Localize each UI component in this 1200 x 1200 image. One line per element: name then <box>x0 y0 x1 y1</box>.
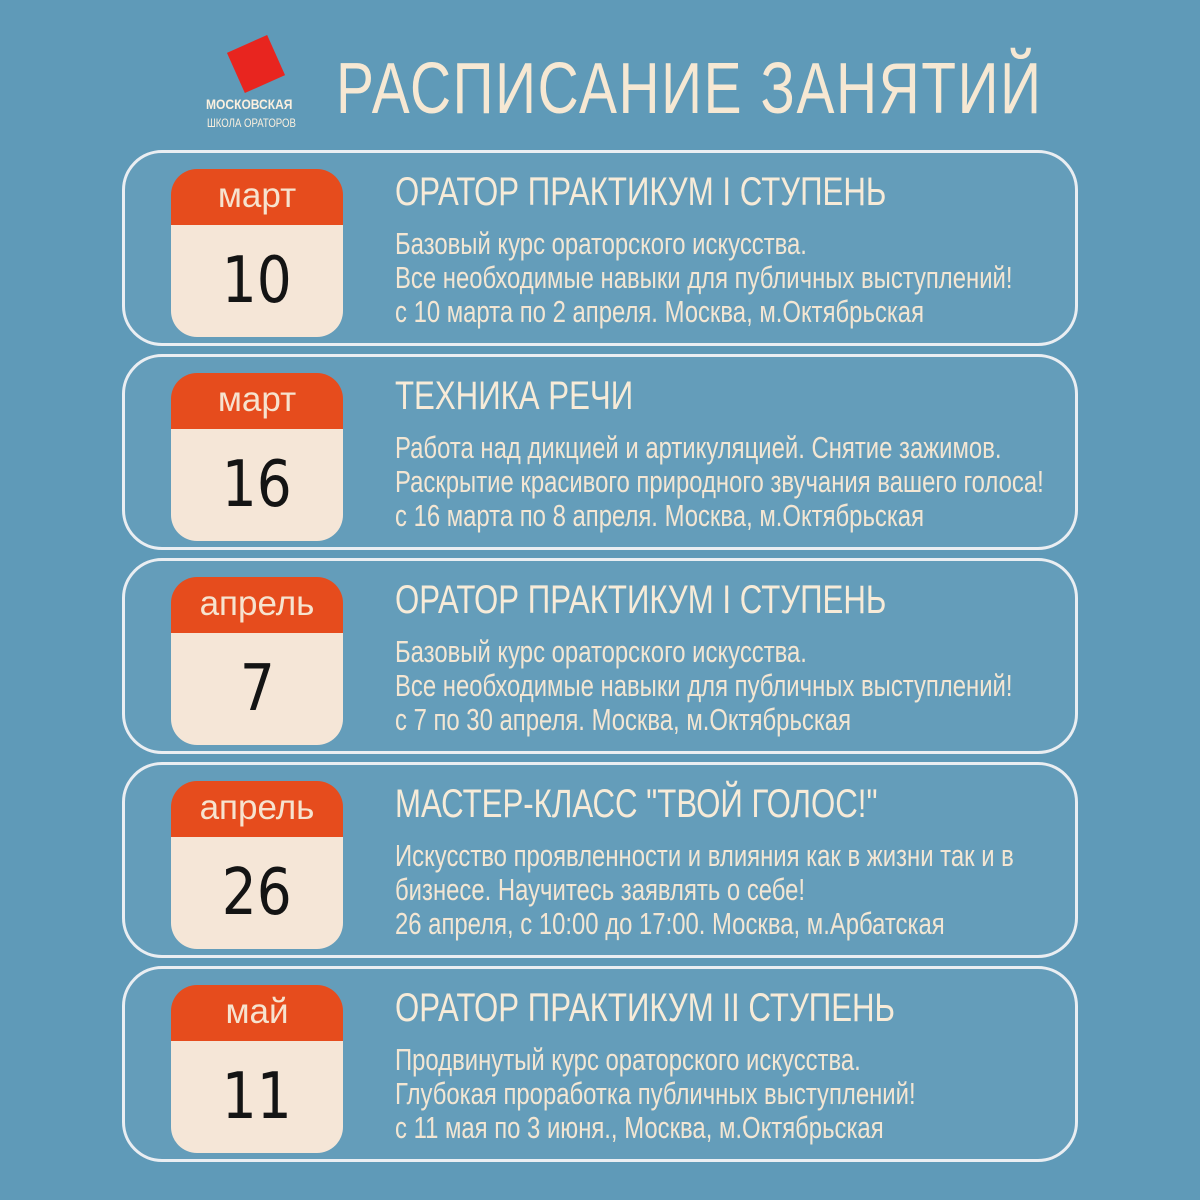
logo-square-icon <box>227 35 285 93</box>
calendar-day: 16 <box>171 429 343 541</box>
event-card <box>122 354 1078 550</box>
event-title: ОРАТОР ПРАКТИКУМ I СТУПЕНЬ <box>395 170 887 214</box>
logo-subtitle: ШКОЛА ОРАТОРОВ <box>207 116 296 130</box>
event-title: МАСТЕР-КЛАСС "ТВОЙ ГОЛОС!" <box>395 782 878 826</box>
calendar-day: 10 <box>171 225 343 337</box>
event-description-line: Базовый курс ораторского искусства. <box>395 226 807 261</box>
event-title: ОРАТОР ПРАКТИКУМ I СТУПЕНЬ <box>395 578 887 622</box>
event-description <box>395 431 1065 533</box>
calendar-icon <box>171 373 343 541</box>
event-title: ОРАТОР ПРАКТИКУМ II СТУПЕНЬ <box>395 986 896 1030</box>
calendar-month: март <box>171 373 343 429</box>
event-description-line: 26 апреля, с 10:00 до 17:00. Москва, м.Арбатская <box>395 906 945 941</box>
event-description <box>395 1043 1065 1145</box>
calendar-day: 7 <box>171 633 343 745</box>
logo-name: МОСКОВСКАЯ <box>206 96 293 112</box>
event-description-line: с 10 марта по 2 апреля. Москва, м.Октябрьская <box>395 294 925 329</box>
event-description-line: Все необходимые навыки для публичных выступлений! <box>395 260 1013 295</box>
event-description-line: с 16 марта по 8 апреля. Москва, м.Октябрьская <box>395 498 925 533</box>
event-description-line: Базовый курс ораторского искусства. <box>395 634 807 669</box>
event-description-line: Глубокая проработка публичных выступлений! <box>395 1076 916 1111</box>
event-description-line: бизнесе. Научитесь заявлять о себе! <box>395 872 806 907</box>
event-card <box>122 966 1078 1162</box>
event-description-line: Продвинутый курс ораторского искусства. <box>395 1042 861 1077</box>
header <box>0 0 1200 150</box>
event-card <box>122 150 1078 346</box>
page-title: РАСПИСАНИЕ ЗАНЯТИЙ <box>336 49 1043 129</box>
event-description-line: Работа над дикцией и артикуляцией. Снятие зажимов. <box>395 430 1002 465</box>
calendar-day: 26 <box>171 837 343 949</box>
event-description-line: Раскрытие красивого природного звучания вашего голоса! <box>395 464 1044 499</box>
event-description-line: Искусство проявленности и влияния как в жизни так и в <box>395 838 1014 873</box>
event-title: ТЕХНИКА РЕЧИ <box>395 374 634 418</box>
event-card <box>122 762 1078 958</box>
calendar-icon <box>171 577 343 745</box>
event-description <box>395 839 1065 941</box>
calendar-month: март <box>171 169 343 225</box>
calendar-day: 11 <box>171 1041 343 1153</box>
event-description-line: Все необходимые навыки для публичных выступлений! <box>395 668 1013 703</box>
calendar-icon <box>171 985 343 1153</box>
event-card <box>122 558 1078 754</box>
calendar-month: май <box>171 985 343 1041</box>
event-description-line: с 7 по 30 апреля. Москва, м.Октябрьская <box>395 702 851 737</box>
calendar-icon <box>171 169 343 337</box>
event-description-line: с 11 мая по 3 июня., Москва, м.Октябрьская <box>395 1110 884 1145</box>
calendar-icon <box>171 781 343 949</box>
event-description <box>395 227 1065 329</box>
event-description <box>395 635 1065 737</box>
calendar-month: апрель <box>171 781 343 837</box>
calendar-month: апрель <box>171 577 343 633</box>
